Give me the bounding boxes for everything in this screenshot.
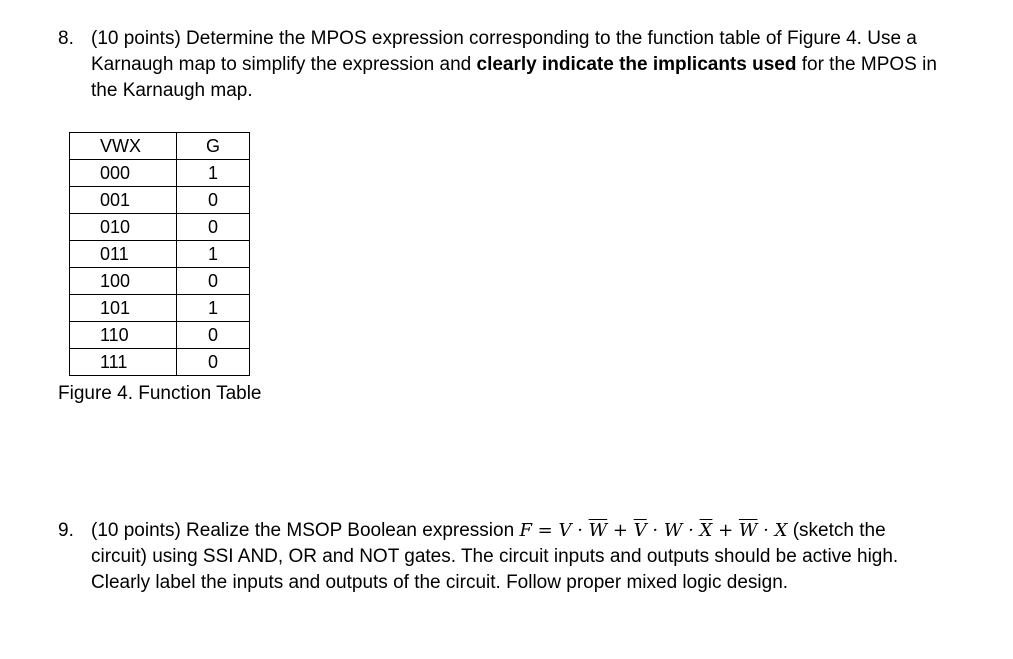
cell-vwx: 011	[70, 241, 177, 268]
expr-f: F	[519, 520, 532, 541]
question-8-tail: for the MPOS in the Karnaugh map.	[91, 54, 937, 101]
question-8-emphasis: clearly indicate the implicants used	[476, 54, 797, 75]
expr-w-bar: $\overline{W}$	[738, 520, 758, 541]
question-9-text	[91, 518, 938, 596]
expr-dot: ·	[757, 520, 775, 541]
cell-vwx: 010	[70, 214, 177, 241]
cell-g: 1	[177, 241, 250, 268]
expr-w-bar: $\overline{W}$	[588, 520, 608, 541]
table-row	[70, 295, 250, 322]
expr-plus: +	[607, 520, 634, 541]
question-9	[58, 518, 938, 596]
cell-g: 1	[177, 295, 250, 322]
question-9-tail: (sketch the circuit) using SSI AND, OR and NOT gates. The circuit inputs and outputs should be active high. Clearly label the inputs and outputs of the circuit. Follow proper mixed logic design.	[91, 520, 899, 593]
table-row	[70, 268, 250, 295]
question-9-lead: (10 points) Realize the MSOP Boolean expression	[91, 520, 520, 541]
question-9-number: 9.	[58, 520, 74, 541]
cell-g: 0	[177, 322, 250, 349]
cell-g: 1	[177, 160, 250, 187]
expr-dot: ·	[646, 520, 664, 541]
table-header-row	[70, 133, 250, 160]
cell-vwx: 101	[70, 295, 177, 322]
cell-vwx: 001	[70, 187, 177, 214]
cell-g: 0	[177, 349, 250, 376]
expr-x: X	[774, 520, 788, 541]
expr-w: W	[663, 520, 683, 541]
table-row	[70, 241, 250, 268]
header-vwx: VWX	[70, 133, 177, 160]
figure-caption: Figure 4. Function Table	[58, 383, 262, 404]
boolean-expression	[519, 520, 787, 541]
cell-vwx: 000	[70, 160, 177, 187]
table-row	[70, 187, 250, 214]
expr-dot: ·	[682, 520, 700, 541]
header-g: G	[177, 133, 250, 160]
expr-v: V	[558, 520, 572, 541]
cell-g: 0	[177, 187, 250, 214]
question-8	[58, 26, 938, 104]
cell-vwx: 100	[70, 268, 177, 295]
expr-dot: ·	[571, 520, 589, 541]
cell-g: 0	[177, 268, 250, 295]
question-8-lead: (10 points) Determine the MPOS expression corresponding to the function table of Figure 4. Use a Karnaugh map to simplify the expression and	[91, 28, 917, 75]
table-row	[70, 322, 250, 349]
expr-v-bar: $\overline{V}$	[633, 520, 647, 541]
expr-plus: +	[712, 520, 739, 541]
table-row	[70, 214, 250, 241]
table-row	[70, 160, 250, 187]
expr-equals: =	[531, 520, 559, 541]
function-table	[69, 132, 250, 376]
cell-g: 0	[177, 214, 250, 241]
cell-vwx: 111	[70, 349, 177, 376]
table-row	[70, 349, 250, 376]
question-8-text	[91, 26, 938, 104]
question-8-number: 8.	[58, 28, 74, 49]
expr-x-bar: $\overline{X}$	[699, 520, 713, 541]
cell-vwx: 110	[70, 322, 177, 349]
